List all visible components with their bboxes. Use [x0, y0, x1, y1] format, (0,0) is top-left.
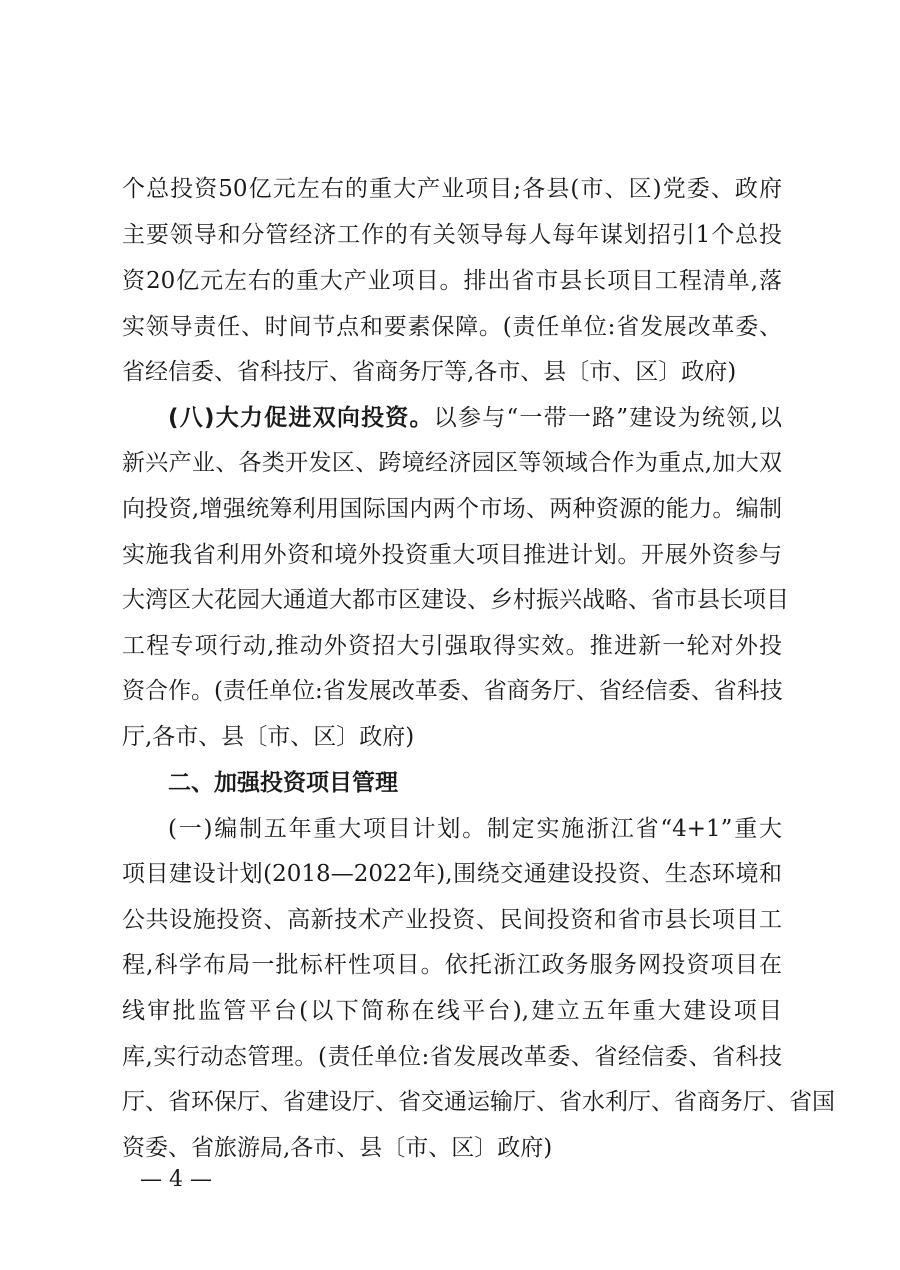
paragraph-line: 厅、省环保厅、省建设厅、省交通运输厅、省水利厅、省商务厅、省国 — [122, 1089, 835, 1115]
paragraph-line: 程,科学布局一批标杆性项目。依托浙江政务服务网投资项目在 — [122, 952, 782, 978]
paragraph-line: 工程专项行动,推动外资招大引强取得实效。推进新一轮对外投 — [122, 633, 782, 659]
paragraph-line: 新兴产业、各类开发区、跨境经济园区等领域合作为重点,加大双 — [122, 450, 782, 476]
paragraph-first-line: (一)编制五年重大项目计划。制定实施浙江省“4+1”重大 — [168, 816, 782, 842]
paragraph-text: 以参与“一带一路”建设为统领,以 — [433, 405, 783, 431]
paragraph-line: 资合作。(责任单位:省发展改革委、省商务厅、省经信委、省科技 — [122, 678, 783, 704]
paragraph-line: 实施我省利用外资和境外投资重大项目推进计划。开展外资参与 — [122, 542, 782, 568]
item-title: (八)大力促进双向投资。 — [168, 405, 434, 431]
paragraph-line: 库,实行动态管理。(责任单位:省发展改革委、省经信委、省科技 — [122, 1044, 782, 1070]
paragraph-line: 大湾区大花园大通道大都市区建设、乡村振兴战略、省市县长项目 — [122, 587, 789, 613]
section-heading: 二、加强投资项目管理 — [168, 770, 398, 796]
paragraph-line: 厅,各市、县〔市、区〕政府) — [122, 724, 415, 750]
paragraph-line: 实领导责任、时间节点和要素保障。(责任单位:省发展改革委、 — [122, 314, 782, 340]
paragraph-first-line — [168, 399, 782, 437]
page-number: — 4 — — [140, 1167, 212, 1192]
paragraph-line: 个总投资50亿元左右的重大产业项目;各县(市、区)党委、政府 — [122, 176, 782, 202]
paragraph-line: 主要领导和分管经济工作的有关领导每人每年谋划招引1个总投 — [122, 222, 782, 248]
paragraph-line: 线审批监管平台(以下简称在线平台),建立五年重大建设项目 — [122, 998, 782, 1024]
paragraph-line: 资20亿元左右的重大产业项目。排出省市县长项目工程清单,落 — [122, 268, 782, 294]
paragraph-line: 向投资,增强统筹利用国际国内两个市场、两种资源的能力。编制 — [122, 496, 782, 522]
paragraph-line: 公共设施投资、高新技术产业投资、民间投资和省市县长项目工 — [122, 907, 782, 933]
paragraph-line: 省经信委、省科技厅、省商务厅等,各市、县〔市、区〕政府) — [122, 359, 737, 385]
paragraph-line: 项目建设计划(2018—2022年),围绕交通建设投资、生态环境和 — [122, 861, 782, 887]
paragraph-line: 资委、省旅游局,各市、县〔市、区〕政府) — [122, 1135, 553, 1161]
